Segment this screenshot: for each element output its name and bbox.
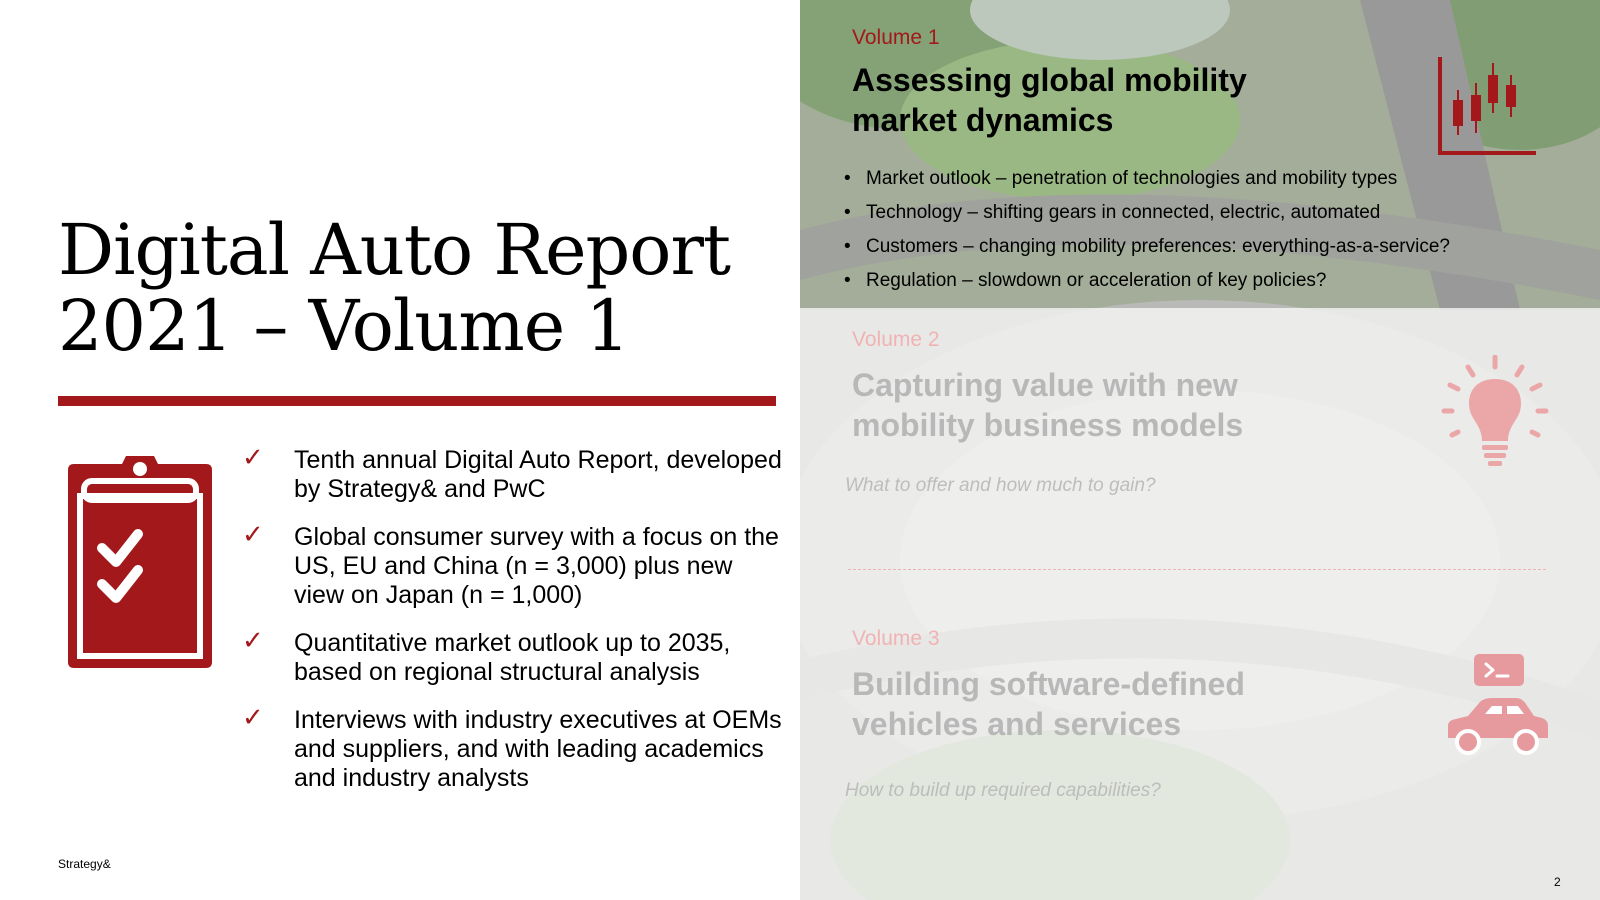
summary-bullet-text: Quantitative market outlook up to 2035, based on regional structural analysis: [294, 629, 731, 686]
page-title: [58, 209, 731, 367]
check-icon: ✓: [242, 520, 264, 550]
page-title-line-1: Digital Auto Report: [58, 209, 731, 291]
volume-2-subtitle: What to offer and how much to gain?: [845, 475, 1156, 496]
volume-2-title-line-1: Capturing value with new: [852, 367, 1238, 403]
volume-1-label: Volume 1: [852, 26, 940, 49]
volume-1-title: [852, 60, 1247, 140]
volume-1-topic: • Customers – changing mobility preferences: everything-as-a-service?: [840, 230, 1450, 264]
volume-1-topic: • Technology – shifting gears in connected, electric, automated: [840, 196, 1450, 230]
lightbulb-icon: [1440, 355, 1550, 475]
clipboard-check-icon: [66, 456, 214, 674]
volume-1-title-line-2: market dynamics: [852, 102, 1114, 138]
summary-bullet-text: Tenth annual Digital Auto Report, developed by Strategy& and PwC: [294, 446, 782, 503]
volume-1-topic: • Market outlook – penetration of technologies and mobility types: [840, 162, 1450, 196]
volume-3-subtitle: How to build up required capabilities?: [845, 780, 1161, 801]
volume-1-title-line-1: Assessing global mobility: [852, 62, 1247, 98]
summary-bullet-text: Interviews with industry executives at OEMs and suppliers, and with leading academics and industry analysts: [294, 706, 782, 792]
right-panel: [800, 0, 1600, 900]
summary-bullet-text: Global consumer survey with a focus on the US, EU and China (n = 3,000) plus new view on Japan (n = 1,000): [294, 523, 779, 609]
car-software-icon: [1440, 650, 1550, 768]
summary-bullet-1: [242, 443, 782, 504]
candlestick-chart-icon: [1436, 55, 1538, 157]
volume-3-label: Volume 3: [852, 627, 940, 650]
volume-3-title-line-2: vehicles and services: [852, 706, 1182, 742]
footer-brand: Strategy&: [58, 857, 111, 871]
volume-3-title-line-1: Building software-defined: [852, 666, 1245, 702]
page-number: 2: [1554, 875, 1561, 889]
check-icon: ✓: [242, 443, 264, 473]
summary-bullets: [242, 443, 782, 812]
volume-2-title-line-2: mobility business models: [852, 407, 1244, 443]
title-divider: [58, 396, 776, 406]
volume-2-label: Volume 2: [852, 328, 940, 351]
volume-3-title: [852, 664, 1245, 744]
summary-bullet-3: [242, 626, 782, 687]
summary-bullet-2: [242, 520, 782, 610]
check-icon: ✓: [242, 626, 264, 656]
summary-bullet-4: [242, 703, 782, 793]
volume-2-title: [852, 365, 1243, 445]
check-icon: ✓: [242, 703, 264, 733]
volume-1-topics: [840, 162, 1450, 298]
page-title-line-2: 2021 – Volume 1: [58, 285, 629, 367]
volume-divider: [848, 569, 1546, 570]
volume-1-topic: • Regulation – slowdown or acceleration of key policies?: [840, 264, 1450, 298]
